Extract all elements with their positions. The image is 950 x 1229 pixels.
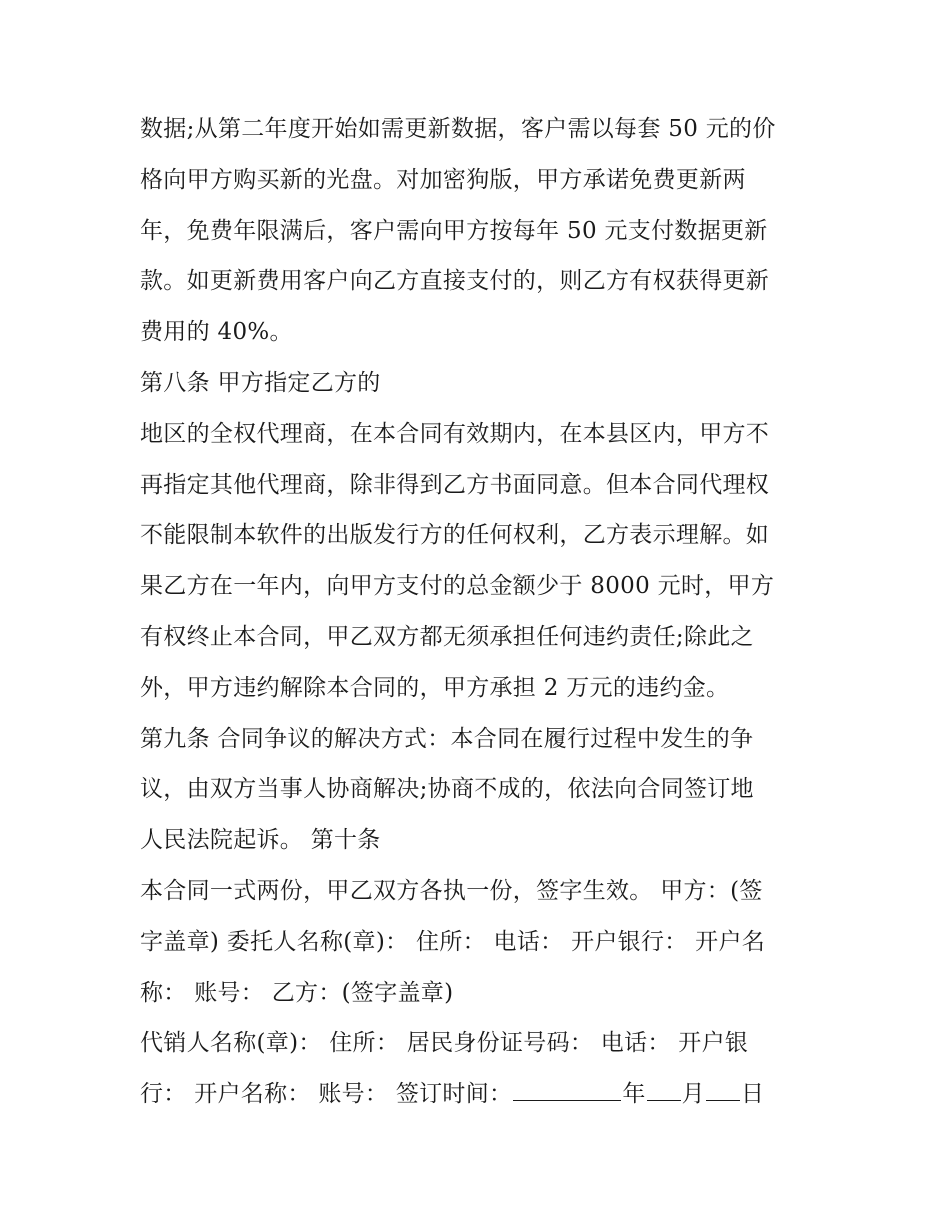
text-line: 本合同一式两份，甲乙双方各执一份，签字生效。 甲方：(签: [140, 877, 763, 904]
year-label: 年: [622, 1081, 646, 1108]
article-10-line: 人民法院起诉。 第十条: [140, 827, 381, 854]
text-line: 年，免费年限满后，客户需向甲方按每年 50 元支付数据更新: [140, 217, 768, 244]
month-blank: [647, 1078, 681, 1101]
month-label: 月: [681, 1081, 705, 1108]
text-line: 代销人名称(章)： 住所： 居民身份证号码： 电话： 开户银: [140, 1030, 749, 1057]
text-line: 费用的 40%。: [140, 319, 293, 346]
text-line: 称： 账号： 乙方：(签字盖章): [140, 979, 454, 1006]
text-line: 地区的全权代理商，在本合同有效期内，在本县区内，甲方不: [140, 420, 770, 447]
text-line: 再指定其他代理商，除非得到乙方书面同意。但本合同代理权: [140, 471, 770, 498]
signing-date-prefix: 行： 开户名称： 账号： 签订时间：: [140, 1081, 513, 1108]
year-blank: [513, 1078, 621, 1101]
text-line: 议，由双方当事人协商解决;协商不成的，依法向合同签订地: [140, 776, 754, 803]
text-line: 不能限制本软件的出版发行方的任何权利，乙方表示理解。如: [140, 522, 770, 549]
text-line: 格向甲方购买新的光盘。对加密狗版，甲方承诺免费更新两: [140, 166, 746, 193]
text-line: 有权终止本合同，甲乙双方都无须承担任何违约责任;除此之: [140, 623, 754, 650]
text-line: 数据;从第二年度开始如需更新数据，客户需以每套 50 元的价: [140, 116, 776, 142]
article-9-line: 第九条 合同争议的解决方式：本合同在履行过程中发生的争: [140, 725, 754, 752]
article-8-heading: 第八条 甲方指定乙方的: [140, 369, 381, 396]
day-label: 日: [740, 1081, 765, 1108]
text-line: 款。如更新费用客户向乙方直接支付的，则乙方有权获得更新: [140, 268, 770, 295]
text-line: 字盖章) 委托人名称(章)： 住所： 电话： 开户银行： 开户名: [140, 928, 766, 955]
day-blank: [706, 1078, 740, 1101]
text-line: 外，甲方违约解除本合同的，甲方承担 2 万元的违约金。: [140, 674, 730, 701]
signing-date-line: [140, 1069, 820, 1120]
contract-page: [140, 104, 820, 1120]
text-line: 果乙方在一年内，向甲方支付的总金额少于 8000 元时，甲方: [140, 573, 775, 600]
